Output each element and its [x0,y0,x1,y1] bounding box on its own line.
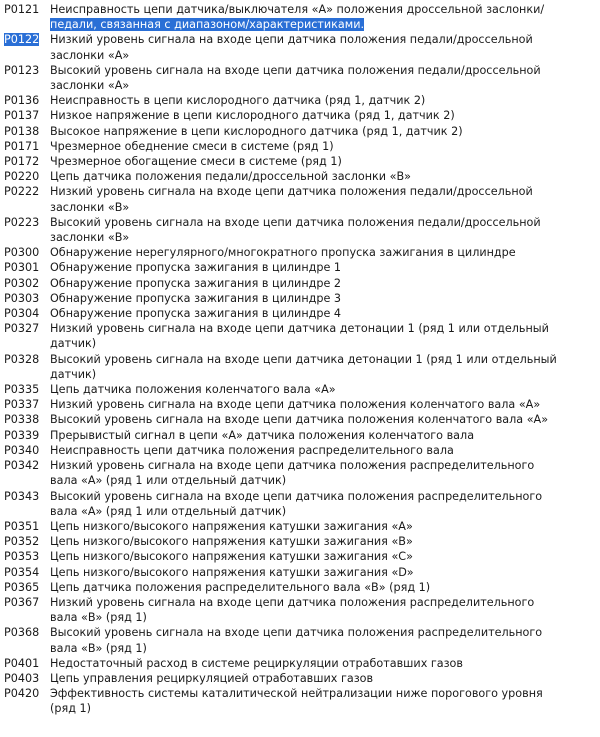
dtc-description: заслонки «А» [50,79,130,93]
dtc-code: P0303 [4,291,40,305]
dtc-code: P0353 [4,550,40,564]
dtc-description: Высокий уровень сигнала на входе цепи датчика положения распределительного [50,626,543,640]
dtc-description: Цепь низкого/высокого напряжения катушки зажигания «А» [50,519,413,533]
dtc-entry-row [4,656,596,671]
dtc-entry-continuation-row [4,230,596,245]
dtc-entry-row [4,245,596,260]
dtc-code: P0121 [4,3,40,16]
dtc-code: P0352 [4,535,40,549]
dtc-entry-row [4,458,596,473]
dtc-entry-row [4,549,596,564]
dtc-description: Обнаружение пропуска зажигания в цилиндре 2 [50,276,342,290]
dtc-entry-continuation-row [4,367,596,382]
dtc-description: Прерывистый сигнал в цепи «А» датчика положения коленчатого вала [50,428,475,442]
dtc-entry-continuation-row [4,701,596,716]
dtc-entry-continuation-row [4,17,596,32]
dtc-description: педали, связанная с диапазоном/характеристиками. [50,18,365,32]
dtc-description: Цепь датчика положения коленчатого вала «А» [50,383,336,397]
dtc-description: вала «А» (ряд 1 или отдельный датчик) [50,474,287,488]
dtc-entry-row [4,428,596,443]
dtc-description: Низкий уровень сигнала на входе цепи датчика положения педали/дроссельной [50,33,533,47]
dtc-entry-row [4,412,596,427]
dtc-description: заслонки «В» [50,200,130,214]
dtc-entry-continuation-row [4,200,596,215]
dtc-code: P0367 [4,595,40,609]
dtc-code: P0171 [4,139,40,153]
dtc-entry-continuation-row [4,610,596,625]
dtc-entry-row [4,276,596,291]
dtc-description: Чрезмерное обогащение смеси в системе (ряд 1) [50,155,342,169]
dtc-description: Низкий уровень сигнала на входе цепи датчика положения распределительного [50,595,535,609]
dtc-entry-row [4,489,596,504]
dtc-description: вала «В» (ряд 1) [50,641,147,655]
dtc-code: P0138 [4,124,40,138]
dtc-code: P0403 [4,671,40,685]
dtc-description: Цепь управления рециркуляцией отработавших газов [50,671,374,685]
dtc-description: Обнаружение пропуска зажигания в цилиндре 3 [50,291,342,305]
dtc-entry-row [4,443,596,458]
dtc-description: Высокий уровень сигнала на входе цепи датчика положения коленчатого вала «А» [50,413,549,427]
dtc-description: датчик) [50,337,97,351]
dtc-entry-row [4,595,596,610]
dtc-code: P0300 [4,246,40,260]
dtc-code: P0365 [4,580,40,594]
dtc-code: P0337 [4,398,40,412]
dtc-entry-row [4,306,596,321]
dtc-entry-continuation-row [4,78,596,93]
dtc-entry-row [4,139,596,154]
dtc-entry-continuation-row [4,473,596,488]
dtc-code: P0172 [4,155,40,169]
dtc-description: заслонки «А» [50,48,130,62]
dtc-entry-continuation-row [4,48,596,63]
dtc-description: Низкий уровень сигнала на входе цепи датчика детонации 1 (ряд 1 или отдельный [50,322,549,336]
dtc-code: P0122 [4,33,40,47]
dtc-code: P0354 [4,565,40,579]
dtc-description: Цепь датчика положения педали/дроссельной заслонки «В» [50,170,411,184]
dtc-code: P0327 [4,322,40,336]
dtc-entry-row [4,154,596,169]
dtc-description: вала «А» (ряд 1 или отдельный датчик) [50,504,287,518]
dtc-description: Обнаружение пропуска зажигания в цилиндре 1 [50,261,342,275]
dtc-code: P0340 [4,443,40,457]
dtc-description: Низкий уровень сигнала на входе цепи датчика положения педали/дроссельной [50,185,533,199]
dtc-entry-row [4,352,596,367]
dtc-description: Высокий уровень сигнала на входе цепи датчика детонации 1 (ряд 1 или отдельный [50,352,557,366]
dtc-description: Высокое напряжение в цепи кислородного датчика (ряд 1, датчик 2) [50,124,463,138]
dtc-entry-row [4,565,596,580]
dtc-code: P0351 [4,519,40,533]
dtc-description: Обнаружение нерегулярного/многократного пропуска зажигания в цилиндре [50,246,516,260]
dtc-code: P0338 [4,413,40,427]
dtc-entry-row [4,184,596,199]
dtc-description: вала «В» (ряд 1) [50,611,147,625]
dtc-entry-row [4,124,596,139]
dtc-entry-row [4,32,596,47]
dtc-entry-continuation-row [4,504,596,519]
dtc-entry-row [4,93,596,108]
dtc-code: P0368 [4,626,40,640]
dtc-code: P0220 [4,170,40,184]
dtc-description: Цепь низкого/высокого напряжения катушки зажигания «D» [50,565,414,579]
dtc-code: P0137 [4,109,40,123]
dtc-description: Чрезмерное обеднение смеси в системе (ряд 1) [50,139,334,153]
dtc-description: Недостаточный расход в системе рециркуляции отработавших газов [50,656,463,670]
dtc-description: Цепь низкого/высокого напряжения катушки зажигания «С» [50,550,413,564]
dtc-description: Низкий уровень сигнала на входе цепи датчика положения распределительного [50,459,535,473]
dtc-entry-row [4,321,596,336]
dtc-entry-row [4,291,596,306]
dtc-code: P0343 [4,489,40,503]
dtc-code: P0304 [4,307,40,321]
dtc-code: P0223 [4,215,40,229]
dtc-entry-continuation-row [4,641,596,656]
dtc-entry-row [4,397,596,412]
dtc-entry-row [4,63,596,78]
dtc-code: P0328 [4,352,40,366]
dtc-code: P0401 [4,656,40,670]
dtc-code: P0339 [4,428,40,442]
dtc-entry-row [4,169,596,184]
dtc-description: Эффективность системы каталитической нейтрализации ниже порогового уровня [50,687,543,701]
dtc-entry-row [4,671,596,686]
dtc-description: Обнаружение пропуска зажигания в цилиндре 4 [50,307,342,321]
dtc-code: P0420 [4,687,40,701]
dtc-entry-row [4,108,596,123]
dtc-description: Цепь низкого/высокого напряжения катушки зажигания «В» [50,535,413,549]
dtc-code: P0123 [4,63,40,77]
dtc-description: Низкое напряжение в цепи кислородного датчика (ряд 1, датчик 2) [50,109,455,123]
dtc-code: P0335 [4,383,40,397]
dtc-entry-row [4,686,596,701]
dtc-code: P0301 [4,261,40,275]
dtc-entry-row [4,260,596,275]
dtc-code: P0342 [4,459,40,473]
dtc-description: Неисправность цепи датчика/выключателя «А» положения дроссельной заслонки/ [50,3,545,16]
dtc-entry-row [4,382,596,397]
dtc-code: P0136 [4,94,40,108]
dtc-entry-row [4,519,596,534]
dtc-description: Низкий уровень сигнала на входе цепи датчика положения коленчатого вала «А» [50,398,541,412]
dtc-code: P0222 [4,185,40,199]
dtc-entry-row [4,215,596,230]
dtc-description: Высокий уровень сигнала на входе цепи датчика положения педали/дроссельной [50,63,541,77]
dtc-description: Неисправность цепи датчика положения распределительного вала [50,443,454,457]
dtc-entry-row [4,2,596,17]
dtc-description: (ряд 1) [50,702,91,716]
dtc-description: датчик) [50,367,97,381]
dtc-description: Неисправность в цепи кислородного датчика (ряд 1, датчик 2) [50,94,426,108]
dtc-entry-row [4,580,596,595]
dtc-entry-continuation-row [4,336,596,351]
dtc-description: заслонки «В» [50,231,130,245]
dtc-description: Высокий уровень сигнала на входе цепи датчика положения педали/дроссельной [50,215,541,229]
dtc-code: P0302 [4,276,40,290]
dtc-description: Высокий уровень сигнала на входе цепи датчика положения распределительного [50,489,543,503]
dtc-entry-row [4,534,596,549]
dtc-description: Цепь датчика положения распределительного вала «В» (ряд 1) [50,580,431,594]
dtc-entry-row [4,625,596,640]
